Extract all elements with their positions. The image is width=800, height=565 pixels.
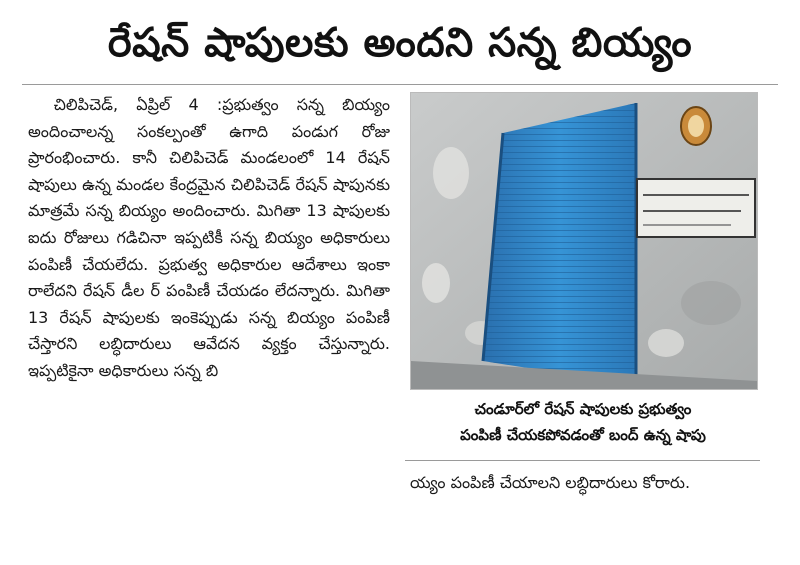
headline-divider — [22, 84, 778, 85]
article-photo — [410, 92, 758, 390]
article-body-text: చిలిపిచెడ్, ఏప్రిల్ 4 :ప్రభుత్వం సన్న బియ్యం అందించాలన్న సంకల్పంతో ఉగాది పండుగ రోజు ప్రారంభించారు. కానీ చిలిపిచెడ్ మండలంలో 14 రేషన్ షాపులు ఉన్న మండల కేంద్రమైన చిలిపిచెడ్ రేషన్ షాపునకు మాత్రమే సన్న బియ్యం అందించారు. మిగితా 13 షాపులకు ఐదు రోజులు గడిచినా ఇప్పటికీ సన్న బియ్యం అధికారులు పంపిణీ చేయలేదు. ప్రభుత్వ అధికారుల ఆదేశాలు ఇంకా రాలేదని రేషన్ డీల ర్ పంపిణీ చేయడం లేదన్నారు. మిగితా 13 రేషన్ షాపులకు ఇంకెప్పుడు సన్న బియ్యం పంపిణీ చేస్తారని లబ్ధిదారులు ఆవేదన వ్యక్తం చేస్తున్నారు. ఇప్పటికైనా అధికారులు సన్న బి — [28, 95, 390, 380]
photo-caption-line-2: పంపిణీ చేయకపోవడంతో బంద్ ఉన్న షాపు — [460, 426, 706, 444]
closed-shop-shutter-photo-icon — [411, 93, 757, 389]
article-body-column — [28, 92, 390, 385]
article-continuation: య్యం పంపిణీ చేయాలని లబ్ధిదారులు కోరారు. — [410, 473, 691, 492]
photo-caption-line-1: చండూర్‌లో రేషన్ షాపులకు ప్రభుత్వం — [474, 400, 692, 418]
caption-divider — [405, 460, 760, 461]
article-headline: రేషన్ షాపులకు అందని సన్న బియ్యం — [107, 20, 693, 66]
photo-caption — [405, 396, 761, 448]
